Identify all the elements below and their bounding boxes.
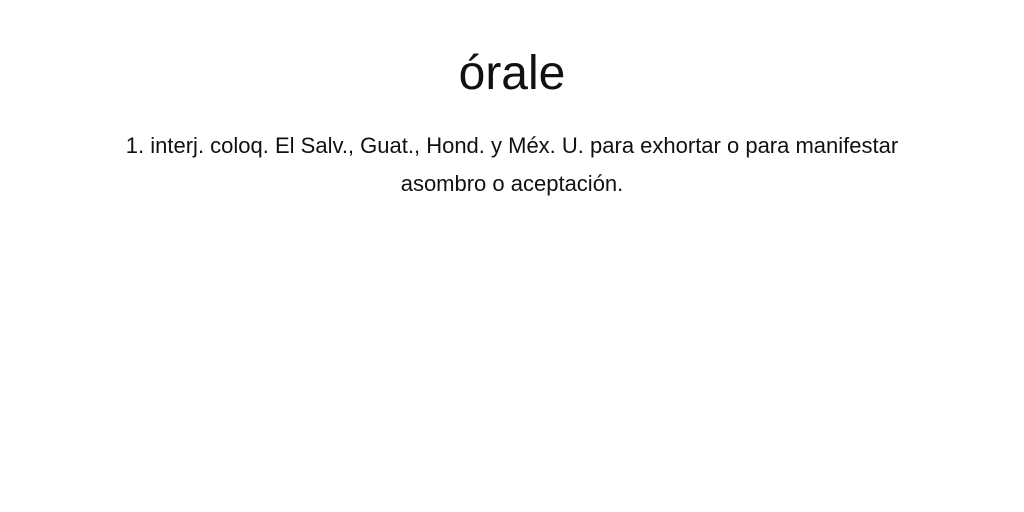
headword: órale: [458, 47, 566, 100]
definition-text: 1. interj. coloq. El Salv., Guat., Hond. y Méx. U. para exhortar o para manifestar asombro o aceptación.: [125, 133, 899, 196]
